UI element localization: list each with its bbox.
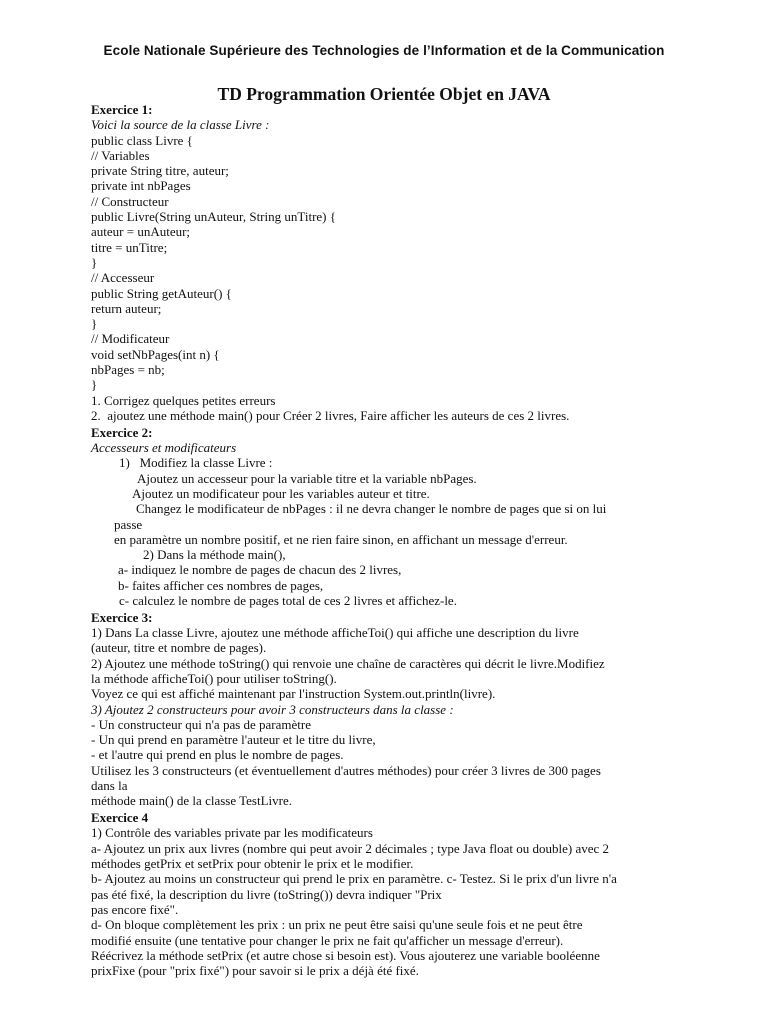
text-line: 1) Contrôle des variables private par les modificateurs	[91, 825, 373, 841]
school-name: Ecole Nationale Supérieure des Technologies de l’Information et de la Communication	[103, 43, 665, 58]
text-line: b- Ajoutez au moins un constructeur qui prend le prix en paramètre. c- Testez. Si le prix d'un livre n'a	[91, 871, 617, 887]
text-line: // Modificateur	[91, 331, 170, 347]
text-line: // Constructeur	[91, 193, 169, 209]
text-line: return auteur;	[91, 300, 162, 316]
text-line: 1) Modifiez la classe Livre :	[119, 455, 273, 471]
text-line: void setNbPages(int n) {	[91, 346, 220, 362]
text-line: 3) Ajoutez 2 constructeurs pour avoir 3 constructeurs dans la classe :	[91, 701, 454, 717]
text-line: méthodes getPrix et setPrix pour obtenir le prix et le modifier.	[91, 856, 414, 872]
text-line: Accesseurs et modificateurs	[91, 440, 237, 456]
text-line: passe	[114, 516, 143, 532]
text-line: méthode main() de la classe TestLivre.	[91, 793, 292, 809]
text-line: public class Livre {	[91, 132, 193, 148]
text-line: modifié ensuite (une tentative pour changer le prix ne fait qu'afficher un message d'erreur).	[91, 932, 564, 948]
text-line: - et l'autre qui prend en plus le nombre de pages.	[91, 747, 344, 763]
text-line: // Accesseur	[91, 270, 155, 286]
text-line: nbPages = nb;	[91, 362, 165, 378]
text-line: private int nbPages	[91, 178, 191, 194]
text-line: (auteur, titre et nombre de pages).	[91, 640, 267, 656]
text-line: titre = unTitre;	[91, 239, 168, 255]
text-line: a- Ajoutez un prix aux livres (nombre qui peut avoir 2 décimales ; type Java float ou double) avec 2	[91, 840, 610, 856]
text-line: dans la	[91, 778, 128, 794]
text-line: // Variables	[91, 147, 150, 163]
text-line: }	[91, 377, 98, 393]
text-line: Ajoutez un modificateur pour les variables auteur et titre.	[132, 485, 430, 501]
text-line: }	[91, 316, 98, 332]
text-line: Voyez ce qui est affiché maintenant par l'instruction System.out.println(livre).	[91, 686, 496, 702]
text-line: public String getAuteur() {	[91, 285, 232, 301]
text-line: la méthode afficheToi() pour utiliser toString().	[91, 670, 337, 686]
text-line: a- indiquez le nombre de pages de chacun des 2 livres,	[118, 562, 402, 578]
text-line: d- On bloque complètement les prix : un prix ne peut être saisi qu'une seule fois et ne peut être	[91, 917, 583, 933]
text-line: auteur = unAuteur;	[91, 224, 191, 240]
text-line: Utilisez les 3 constructeurs (et éventuellement d'autres méthodes) pour créer 3 livres de 300 pages	[91, 762, 601, 778]
text-line: pas été fixé, la description du livre (toString()) devra indiquer "Prix	[91, 886, 442, 902]
text-line: public Livre(String unAuteur, String unTitre) {	[91, 209, 336, 225]
document-title: TD Programmation Orientée Objet en JAVA	[217, 84, 551, 104]
document-body	[91, 102, 671, 978]
exercise-heading: Exercice 1:	[91, 102, 153, 117]
text-line: b- faites afficher ces nombres de pages,	[118, 577, 324, 593]
exercise-heading: Exercice 2:	[91, 424, 153, 440]
text-line: c- calculez le nombre de pages total de ces 2 livres et affichez-le.	[119, 593, 457, 608]
text-line: }	[91, 254, 98, 270]
text-line: Ajoutez un accesseur pour la variable titre et la variable nbPages.	[137, 470, 477, 486]
text-line: 1. Corrigez quelques petites erreurs	[91, 392, 276, 408]
text-line: 2) Ajoutez une méthode toString() qui renvoie une chaîne de caractères qui décrit le livre.Modifiez	[91, 655, 605, 671]
text-line: Changez le modificateur de nbPages : il ne devra changer le nombre de pages que si on lui	[136, 501, 607, 517]
text-line: 2) Dans la méthode main(),	[143, 547, 286, 563]
text-line: en paramètre un nombre positif, et ne rien faire sinon, en affichant un message d'erreur.	[114, 531, 568, 547]
text-line: - Un qui prend en paramètre l'auteur et le titre du livre,	[91, 732, 376, 748]
text-line: 1) Dans La classe Livre, ajoutez une méthode afficheToi() qui affiche une description du livre	[91, 625, 579, 641]
text-line: Voici la source de la classe Livre :	[91, 117, 270, 133]
text-line: 2. ajoutez une méthode main() pour Créer 2 livres, Faire afficher les auteurs de ces 2 livres.	[91, 407, 570, 423]
text-line: Réécrivez la méthode setPrix (et autre chose si besoin est). Vous ajouterez une variable booléenne	[91, 947, 600, 963]
text-line: - Un constructeur qui n'a pas de paramètre	[91, 716, 312, 732]
text-line: prixFixe (pour "prix fixé") pour savoir si le prix a déjà été fixé.	[91, 963, 419, 979]
text-line: private String titre, auteur;	[91, 163, 229, 179]
exercise-heading: Exercice 4	[91, 810, 149, 826]
text-line: pas encore fixé".	[91, 901, 179, 917]
exercise-heading: Exercice 3:	[91, 609, 153, 625]
